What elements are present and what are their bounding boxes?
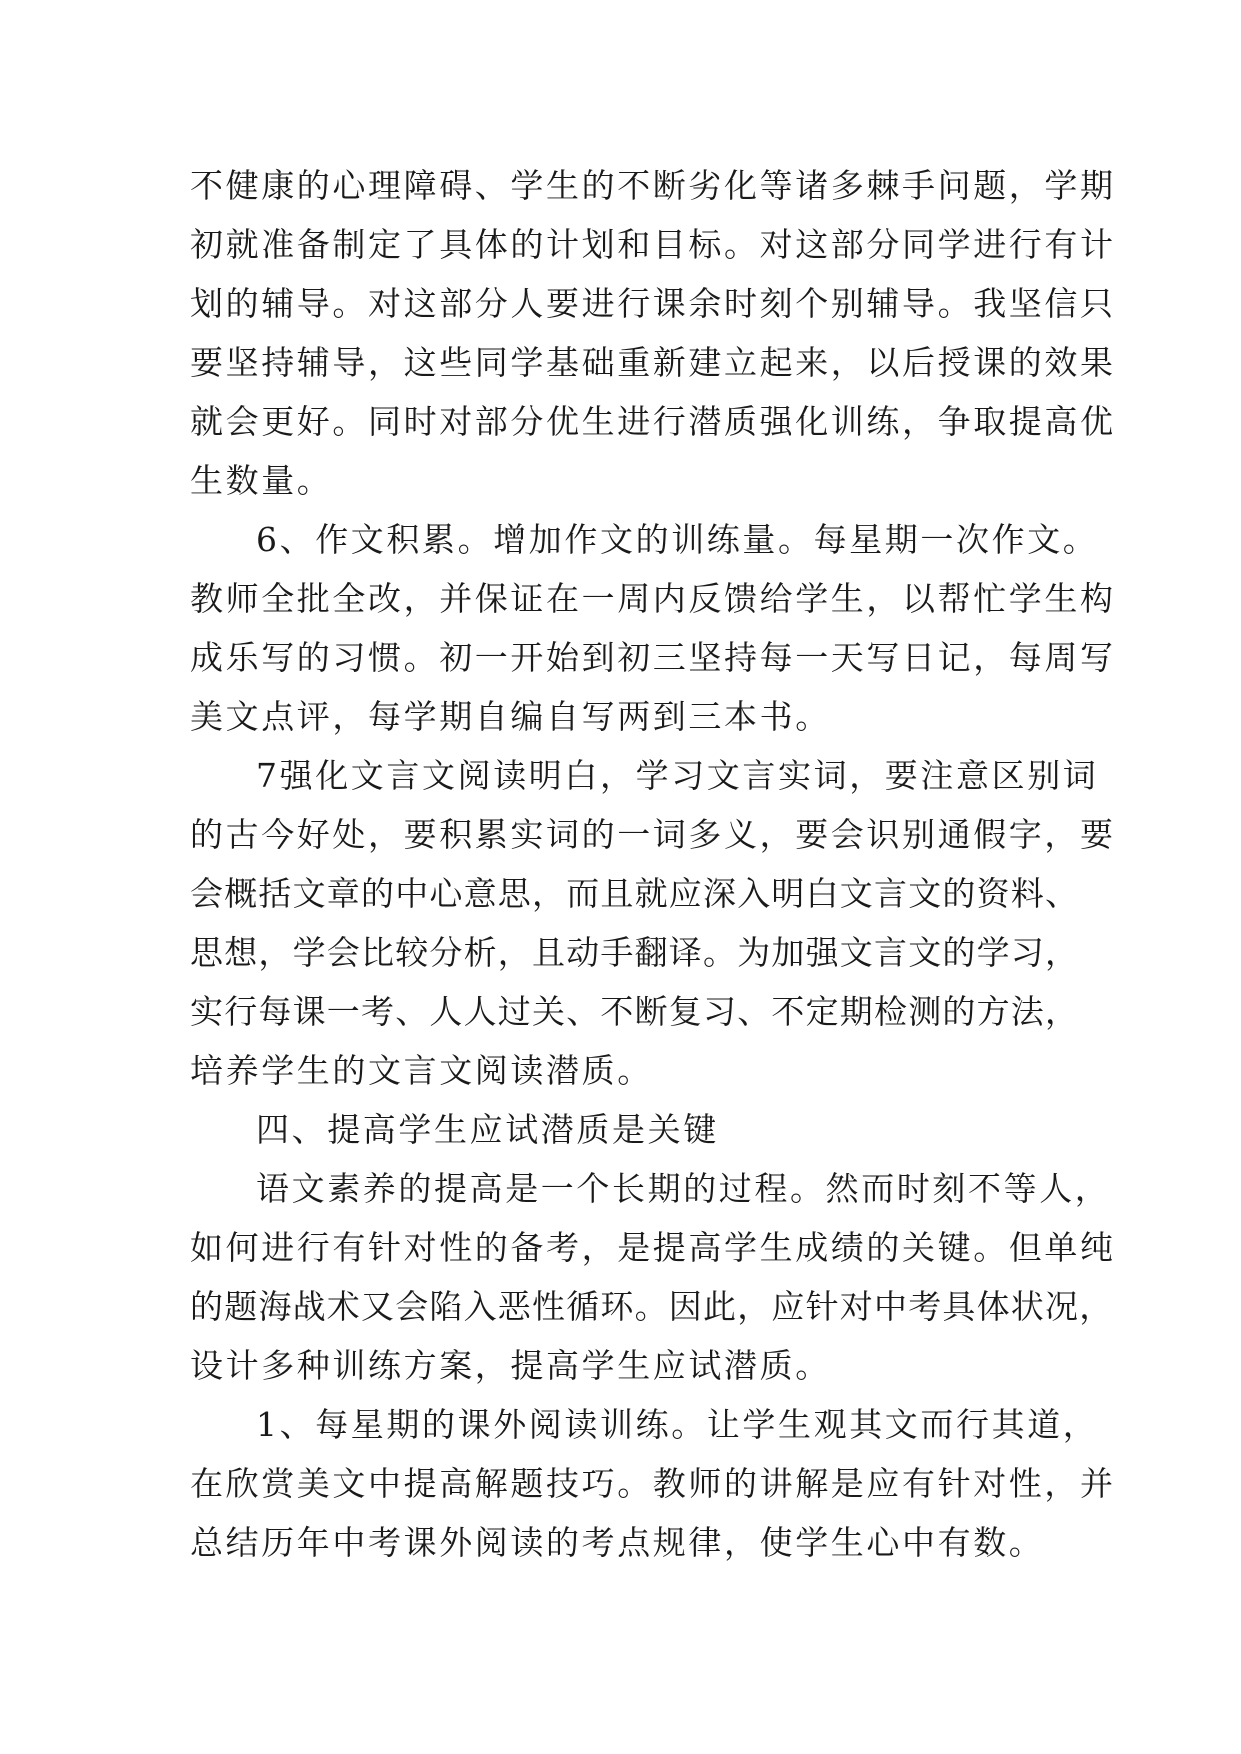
section-heading: 四、提高学生应试潜质是关键 xyxy=(256,1110,719,1149)
text-line: 如何进行有针对性的备考，是提高学生成绩的关键。但单纯 xyxy=(190,1228,1116,1267)
text-line: 成乐写的习惯。初一开始到初三坚持每一天写日记，每周写 xyxy=(190,638,1116,677)
text-line: 的题海战术又会陷入恶性循环。因此，应针对中考具体状况， xyxy=(190,1287,1114,1326)
text-line: 初就准备制定了具体的计划和目标。对这部分同学进行有计 xyxy=(190,225,1116,264)
text-line: 的古今好处，要积累实词的一词多义，要会识别通假字，要 xyxy=(190,815,1116,854)
paragraph-start-line: 1、每星期的课外阅读训练。让学生观其文而行其道， xyxy=(256,1405,1099,1444)
text-line: 会概括文章的中心意思，而且就应深入明白文言文的资料、 xyxy=(190,874,1080,913)
text-line: 培养学生的文言文阅读潜质。 xyxy=(190,1051,653,1090)
text-line: 生数量。 xyxy=(190,461,333,500)
text-line: 不健康的心理障碍、学生的不断劣化等诸多棘手问题，学期 xyxy=(190,166,1116,205)
text-line: 就会更好。同时对部分优生进行潜质强化训练，争取提高优 xyxy=(190,402,1116,441)
text-line: 实行每课一考、人人过关、不断复习、不定期检测的方法， xyxy=(190,992,1080,1031)
text-line: 设计多种训练方案，提高学生应试潜质。 xyxy=(190,1346,831,1385)
text-line: 划的辅导。对这部分人要进行课余时刻个别辅导。我坚信只 xyxy=(190,284,1116,323)
text-line: 在欣赏美文中提高解题技巧。教师的讲解是应有针对性，并 xyxy=(190,1464,1116,1503)
text-line: 思想，学会比较分析，且动手翻译。为加强文言文的学习， xyxy=(190,933,1080,972)
paragraph-start-line: 语文素养的提高是一个长期的过程。然而时刻不等人， xyxy=(256,1169,1111,1208)
paragraph-start-line: 6、作文积累。增加作文的训练量。每星期一次作文。 xyxy=(256,520,1099,559)
text-line: 教师全批全改，并保证在一周内反馈给学生，以帮忙学生构 xyxy=(190,579,1116,618)
text-line: 总结历年中考课外阅读的考点规律，使学生心中有数。 xyxy=(190,1523,1045,1562)
text-line: 要坚持辅导，这些同学基础重新建立起来，以后授课的效果 xyxy=(190,343,1116,382)
paragraph-start-line: 7强化文言文阅读明白，学习文言实词，要注意区别词 xyxy=(256,756,1099,795)
text-line: 美文点评，每学期自编自写两到三本书。 xyxy=(190,697,831,736)
